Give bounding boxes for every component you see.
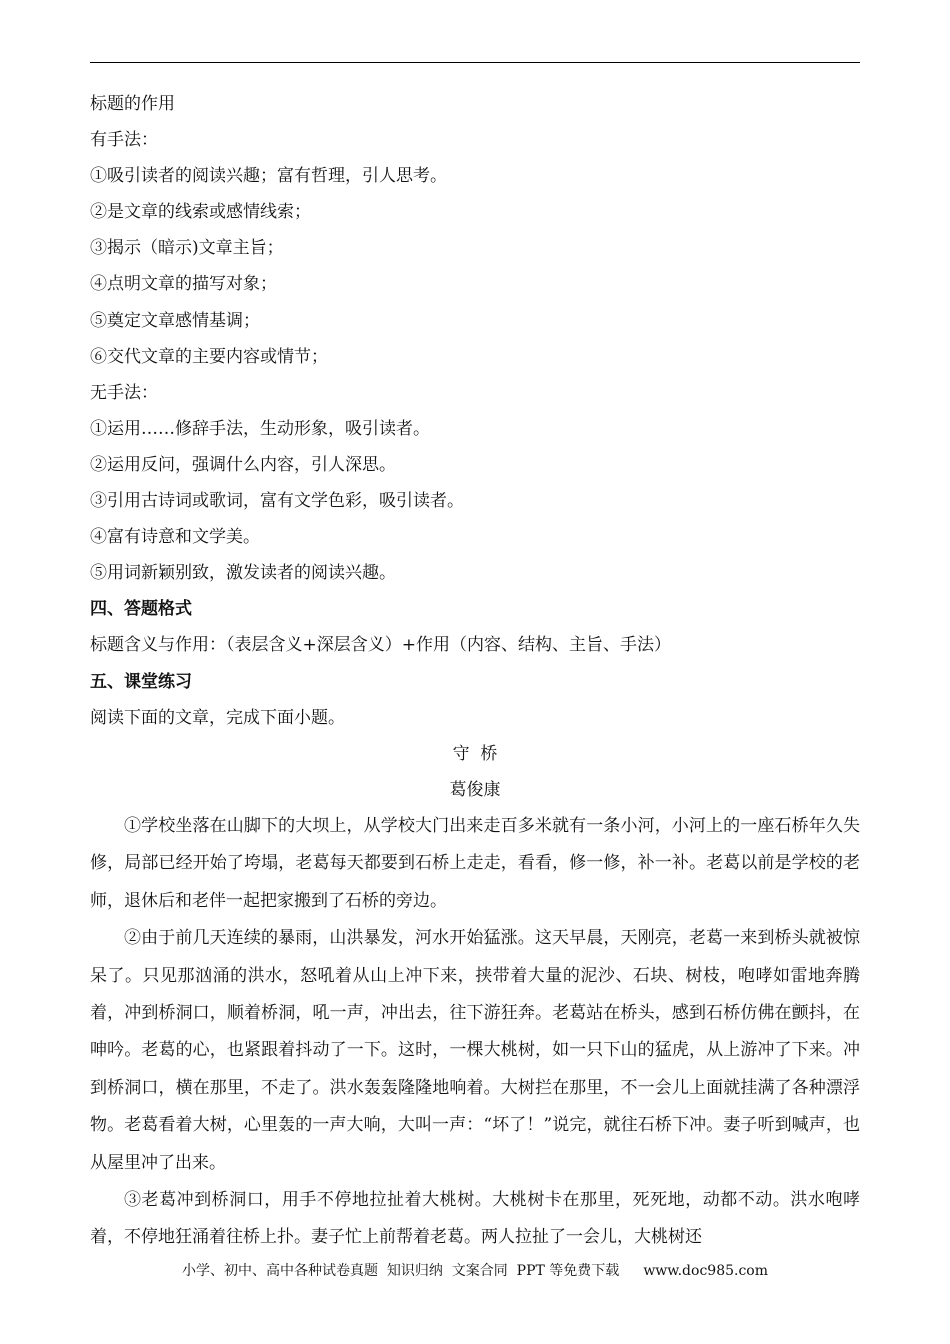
text-line: ①吸引读者的阅读兴趣；富有哲理，引人思考。: [90, 166, 447, 187]
text-line: 无手法：: [90, 382, 158, 403]
article-paragraph: ①学校坐落在山脚下的大坝上，从学校大门出来走百多米就有一条小河，小河上的一座石桥年久失修，局部已经开始了垮塌，老葛每天都要到石桥上走走，看看，修一修，补一补。老葛以前是学校的老师，退休后和老伴一起把家搬到了石桥的旁边。: [90, 815, 860, 911]
text-line: ⑤用词新颖别致，激发读者的阅读兴趣。: [90, 563, 396, 584]
page-footer: [0, 1261, 950, 1281]
header-rule: [90, 62, 860, 63]
document-body: [90, 86, 860, 1257]
article-paragraph: ②由于前几天连续的暴雨，山洪暴发，河水开始猛涨。这天早晨，天刚亮，老葛一来到桥头就被惊呆了。只见那汹涌的洪水，怒吼着从山上冲下来，挟带着大量的泥沙、石块、树枝，咆哮如雷地奔腾着，冲到桥洞口，顺着桥洞，吼一声，冲出去，往下游狂奔。老葛站在桥头，感到石桥仿佛在颤抖，在呻吟。老葛的心，也紧跟着抖动了一下。这时，一棵大桃树，如一只下山的猛虎，从上游冲了下来。冲到桥洞口，横在那里，不走了。洪水轰轰隆隆地响着。大树拦在那里，不一会儿上面就挂满了各种漂浮物。老葛看着大树，心里轰的一声大响，大叫一声：“坏了！”说完，就往石桥下冲。妻子听到喊声，也从屋里冲了出来。: [90, 928, 860, 1173]
text-line: ⑥交代文章的主要内容或情节；: [90, 346, 328, 367]
article-title: 守 桥: [452, 743, 498, 764]
text-line: ②是文章的线索或感情线索；: [90, 202, 311, 223]
footer-text: 小学、初中、高中各种试卷真题 知识归纳 文案合同 PPT 等免费下载: [181, 1263, 620, 1279]
text-line: ⑤奠定文章感情基调；: [90, 310, 260, 331]
section-heading: 四、答题格式: [90, 599, 192, 620]
article-paragraph: ③老葛冲到桥洞口，用手不停地拉扯着大桃树。大桃树卡在那里，死死地，动都不动。洪水咆哮着，不停地狂涌着往桥上扑。妻子忙上前帮着老葛。两人拉扯了一会儿，大桃树还: [90, 1189, 860, 1248]
text-line: 阅读下面的文章，完成下面小题。: [90, 707, 345, 728]
article-author: 葛俊康: [449, 779, 501, 800]
text-line: ②运用反问，强调什么内容，引人深思。: [90, 454, 396, 475]
section-heading: 五、课堂练习: [90, 671, 192, 692]
text-line: ④点明文章的描写对象；: [90, 274, 277, 295]
footer-url: www.doc985.com: [643, 1263, 768, 1279]
text-line: 标题含义与作用：（表层含义+深层含义）+作用（内容、结构、主旨、手法）: [90, 635, 671, 656]
text-line: ③揭示（暗示)文章主旨；: [90, 238, 284, 259]
text-line: ④富有诗意和文学美。: [90, 527, 260, 548]
text-line: 有手法：: [90, 130, 158, 151]
text-line: 标题的作用: [90, 94, 175, 114]
text-line: ①运用……修辞手法，生动形象，吸引读者。: [90, 418, 430, 439]
text-line: ③引用古诗词或歌词，富有文学色彩，吸引读者。: [90, 491, 464, 512]
